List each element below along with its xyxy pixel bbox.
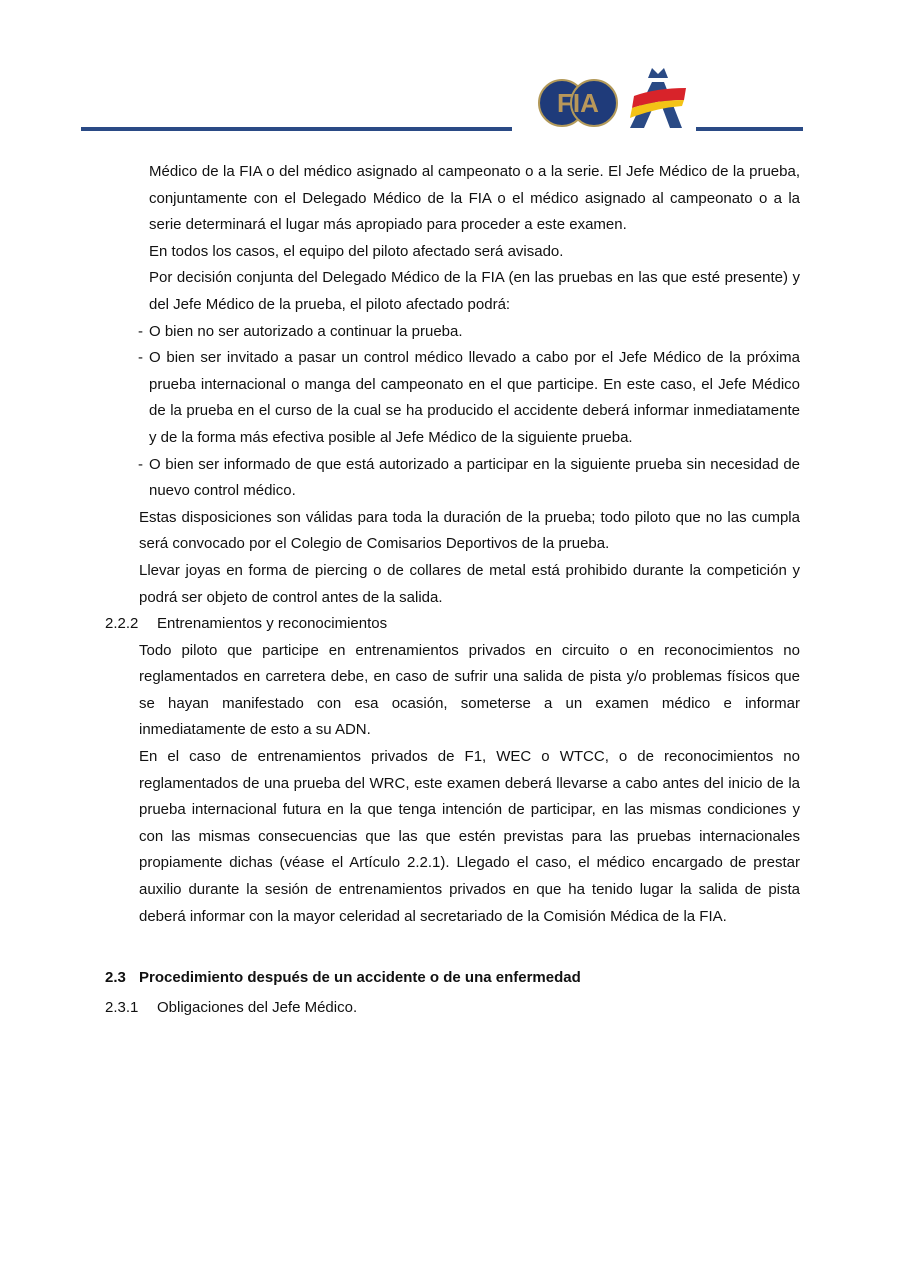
paragraph: En el caso de entrenamientos privados de F1, WEC o WTCC, o de reconocimientos no reglamentados de una prueba del WRC, este examen deberá llevarse a cabo antes del inicio de la prueba internacional futura en la que tenga intención de participar, en las mismas condiciones y con las mismas consecuencias que las que estén previstas para las pruebas internacionales propiamente dichas (véase el Artículo 2.2.1). Llegado el caso, el médico encargado de prestar auxilio durante la sesión de entrenamientos privados en que ha tenido lugar la salida de pista deberá informar con la mayor celeridad al secretariado de la Comisión Médica de la FIA. xyxy=(139,748,800,925)
svg-text:FIA: FIA xyxy=(557,88,599,118)
rfeda-logo xyxy=(626,66,688,132)
header-rule-right xyxy=(696,127,803,131)
section-heading-2-2-2: 2.2.2 Entrenamientos y reconocimientos xyxy=(105,615,388,633)
paragraph: Llevar joyas en forma de piercing o de collares de metal está prohibido durante la competición y podrá ser objeto de control antes de la salida. xyxy=(139,561,800,606)
fia-logo xyxy=(538,76,618,130)
section-heading-2-3-1: 2.3.1 Obligaciones del Jefe Médico. xyxy=(105,998,358,1016)
header-rule-left xyxy=(81,127,512,131)
paragraph: Estas disposiciones son válidas para toda la duración de la prueba; todo piloto que no las cumpla será convocado por el Colegio de Comisarios Deportivos de la prueba. xyxy=(139,508,800,553)
list-item: - O bien ser informado de que está autorizado a participar en la siguiente prueba sin necesidad de nuevo control médico. xyxy=(138,455,800,500)
document-body xyxy=(0,159,905,1021)
section-heading-2-3: 2.3 Procedimiento después de un accidente o de una enfermedad xyxy=(105,969,581,987)
paragraph: Por decisión conjunta del Delegado Médico de la FIA (en las pruebas en las que esté presente) y del Jefe Médico de la prueba, el piloto afectado podrá: xyxy=(149,269,800,313)
paragraph: Todo piloto que participe en entrenamientos privados en circuito o en reconocimientos no reglamentados en carretera debe, en caso de sufrir una salida de pista y/o problemas físicos que se hayan manifestado con esa ocasión, someterse a un examen médico e informar inmediatamente de esto a su ADN. xyxy=(139,641,800,739)
list-item: - O bien ser invitado a pasar un control médico llevado a cabo por el Jefe Médico de la próxima prueba internacional o manga del campeonato en el que participe. En este caso, el Jefe Médico de la prueba en el curso de la cual se ha producido el accidente deberá informar inmediatamente y de la forma más efectiva posible al Jefe Médico de la siguiente prueba. xyxy=(138,349,800,446)
paragraph: En todos los casos, el equipo del piloto afectado será avisado. xyxy=(149,242,564,260)
paragraph: Médico de la FIA o del médico asignado al campeonato o a la serie. El Jefe Médico de la prueba, conjuntamente con el Delegado Médico de la FIA o el médico asignado al campeonato o a la serie determinará el lugar más apropiado para proceder a este examen. xyxy=(149,163,800,234)
list-item: - O bien no ser autorizado a continuar la prueba. xyxy=(138,322,463,340)
